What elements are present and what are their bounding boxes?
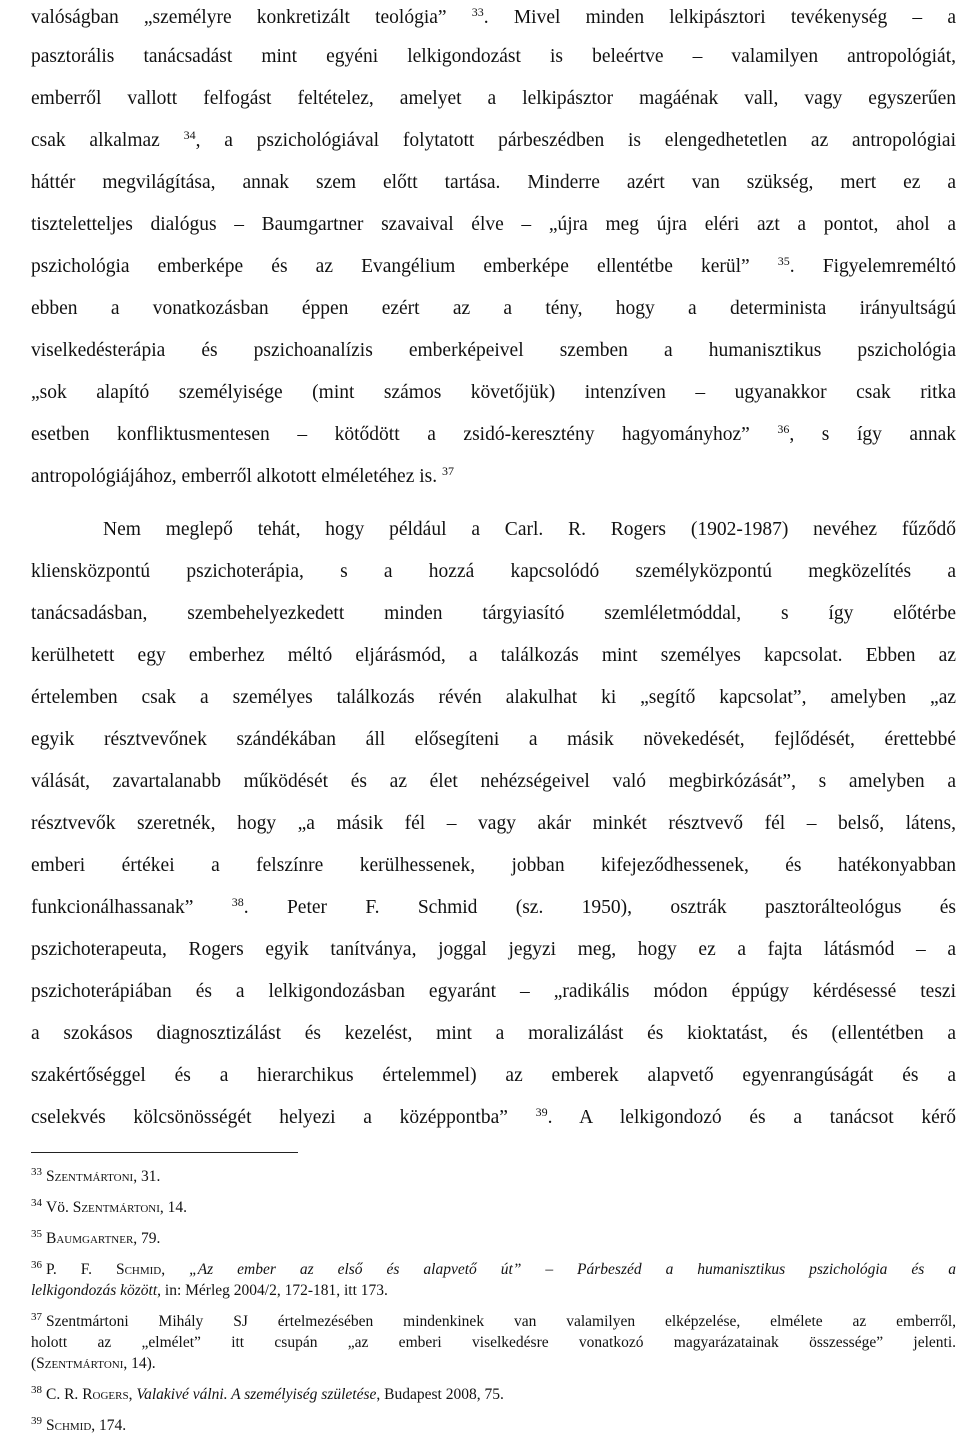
text-line: válását, zavartalanabb működését és az élet nehézségeivel való megbirkózását”, s amelyben a (31, 771, 956, 792)
footnote-number: 35 (31, 1228, 42, 1240)
footnote-37: $^{37}$ Szentmártoni Mihály SJ értelmezésében mindenkinek van valamilyen elképzelése, elmélete az emberről, holott az „elmélet” itt csupán „az emberi viselkedésre vonatkozó magyarázatainak összessége” jelenti. (Szentmártoni, 14). (31, 1311, 956, 1372)
text-line: értelemben csak a személyes találkozás révén alakulhat ki „segítő kapcsolat”, amelyben „az (31, 687, 956, 708)
paragraph-spacer (31, 498, 956, 509)
footnote-34: $^{34}$ Vö. Szentmártoni, 14. (31, 1197, 188, 1216)
footnote-number: 37 (31, 1311, 42, 1323)
text-line: tanácsadásban, szembehelyezkedett minden tárgyiasító szemléletmóddal, s így előtérbe (31, 603, 956, 624)
text-line: háttér megvilágítása, annak szem előtt tartása. Minderre azért van szükség, mert ez a (31, 172, 956, 193)
footnote-ref[interactable]: 35 (777, 254, 790, 268)
footnote-35: $^{35}$ Baumgartner, 79. (31, 1228, 161, 1247)
text-line: esetben konfliktusmentesen – kötődött a zsidó-keresztény hagyományhoz” $^{36}$, s így annak (31, 422, 956, 445)
text-line: emberi értékei a felszínre kerülhessenek, jobban kifejeződhessenek, és hatékonyabban (31, 855, 956, 876)
footnote-ref[interactable]: 33 (471, 5, 484, 19)
footnote-36: $^{36}$ P. F. Schmid, „Az ember az első és alapvető út” – Párbeszéd a humanisztikus pszichológia és a lelkigondozás között, in: Mérleg 2004/2, 172-181, itt 173. (31, 1259, 956, 1299)
footnote-ref[interactable]: 38 (231, 895, 244, 909)
text-line: cselekvés kölcsönösségét helyezi a középpontba” $^{39}$. A lelkigondozó és a tanácsot kérő (31, 1105, 956, 1128)
paragraph-1 (31, 0, 956, 498)
text-line: kliensközpontú pszichoterápia, s a hozzá kapcsolódó személyközpontú megközelítés a (31, 561, 956, 582)
footnote-33: $^{33}$ Szentmártoni, 31. (31, 1166, 161, 1185)
text-line: funkcionálhassanak” $^{38}$. Peter F. Schmid (sz. 1950), osztrák pasztorálteológus és (31, 895, 957, 918)
text-line: „sok alapító személyisége (mint számos követőjük) intenzíven – ugyanakkor csak ritka (31, 382, 956, 403)
footnote-ref[interactable]: 39 (535, 1105, 548, 1119)
footnote-number: 33 (31, 1166, 42, 1178)
text-line: tiszteletteljes dialógus – Baumgartner szavaival élve – „újra meg újra eléri azt a pontot, ahol a (31, 214, 956, 235)
footnote-separator (31, 1152, 298, 1153)
footnote-number: 36 (31, 1259, 42, 1271)
footnote-number: 38 (31, 1384, 42, 1396)
text-line: szakértőséggel és a hierarchikus értelemmel) az emberek alapvető egyenrangúságát és a (31, 1065, 956, 1086)
text-line: ebben a vonatkozásban éppen ezért az a tény, hogy a determinista irányultságú (31, 298, 956, 319)
footnote-ref[interactable]: 37 (441, 464, 454, 478)
footnote-ref[interactable]: 34 (183, 128, 196, 142)
footnote-39: $^{39}$ Schmid, 174. (31, 1415, 127, 1434)
text-line: emberről vallott felfogást feltételez, amelyet a lelkipásztor magáénak vall, vagy egyszerűen (31, 88, 956, 109)
text-line: pszichoterápiában és a lelkigondozásban egyaránt – „radikális módon éppúgy kérdésessé teszi (31, 981, 956, 1002)
paragraph-2 (31, 509, 956, 1139)
text-line: pszichoterapeuta, Rogers egyik tanítványa, joggal jegyzi meg, hogy ez a fajta látásmód – a (31, 939, 956, 960)
text-line: valóságban „személyre konkretizált teológia” $^{33}$. Mivel minden lelkipásztori tevékenység – a (31, 5, 956, 28)
document-page (31, 0, 956, 1436)
footnote-ref[interactable]: 36 (777, 422, 790, 436)
text-line: kerülhetett egy emberhez méltó eljárásmód, a találkozás mint személyes kapcsolat. Ebben az (31, 645, 956, 666)
footnote-number: 34 (31, 1197, 42, 1209)
text-line: egyik résztvevőnek szándékában áll elősegíteni a másik növekedését, fejlődését, érettebbé (31, 729, 956, 750)
text-line: csak alkalmaz $^{34}$, a pszichológiával folytatott párbeszédben is elengedhetetlen az antropológiai (31, 128, 956, 151)
footnote-number: 39 (31, 1415, 42, 1427)
footnotes (31, 1166, 956, 1436)
text-line: viselkedésterápia és pszichoanalízis emberképeivel szemben a humanisztikus pszichológia (31, 340, 956, 361)
text-line: résztvevők szeretnék, hogy „a másik fél – vagy akár minkét résztvevő fél – belső, látens, (31, 813, 956, 834)
text-line: Nem meglepő tehát, hogy például a Carl. R. Rogers (1902-1987) nevéhez fűződő (103, 519, 956, 540)
text-line: pszichológia emberképe és az Evangélium emberképe ellentétbe kerül” $^{35}$. Figyelemreméltó (31, 254, 956, 277)
text-line: a szokásos diagnosztizálást és kezelést, mint a moralizálást és kioktatást, és (ellentétben a (31, 1023, 956, 1044)
main-text (31, 0, 956, 1139)
text-line: antropológiájához, emberről alkotott elméletéhez is. $^{37}$ (31, 464, 454, 487)
footnote-38: $^{38}$ C. R. Rogers, Valakivé válni. A személyiség születése, Budapest 2008, 75. (31, 1384, 504, 1403)
text-line: pasztorális tanácsadást mint egyéni lelkigondozást is beleértve – valamilyen antropológiát, (31, 46, 956, 67)
